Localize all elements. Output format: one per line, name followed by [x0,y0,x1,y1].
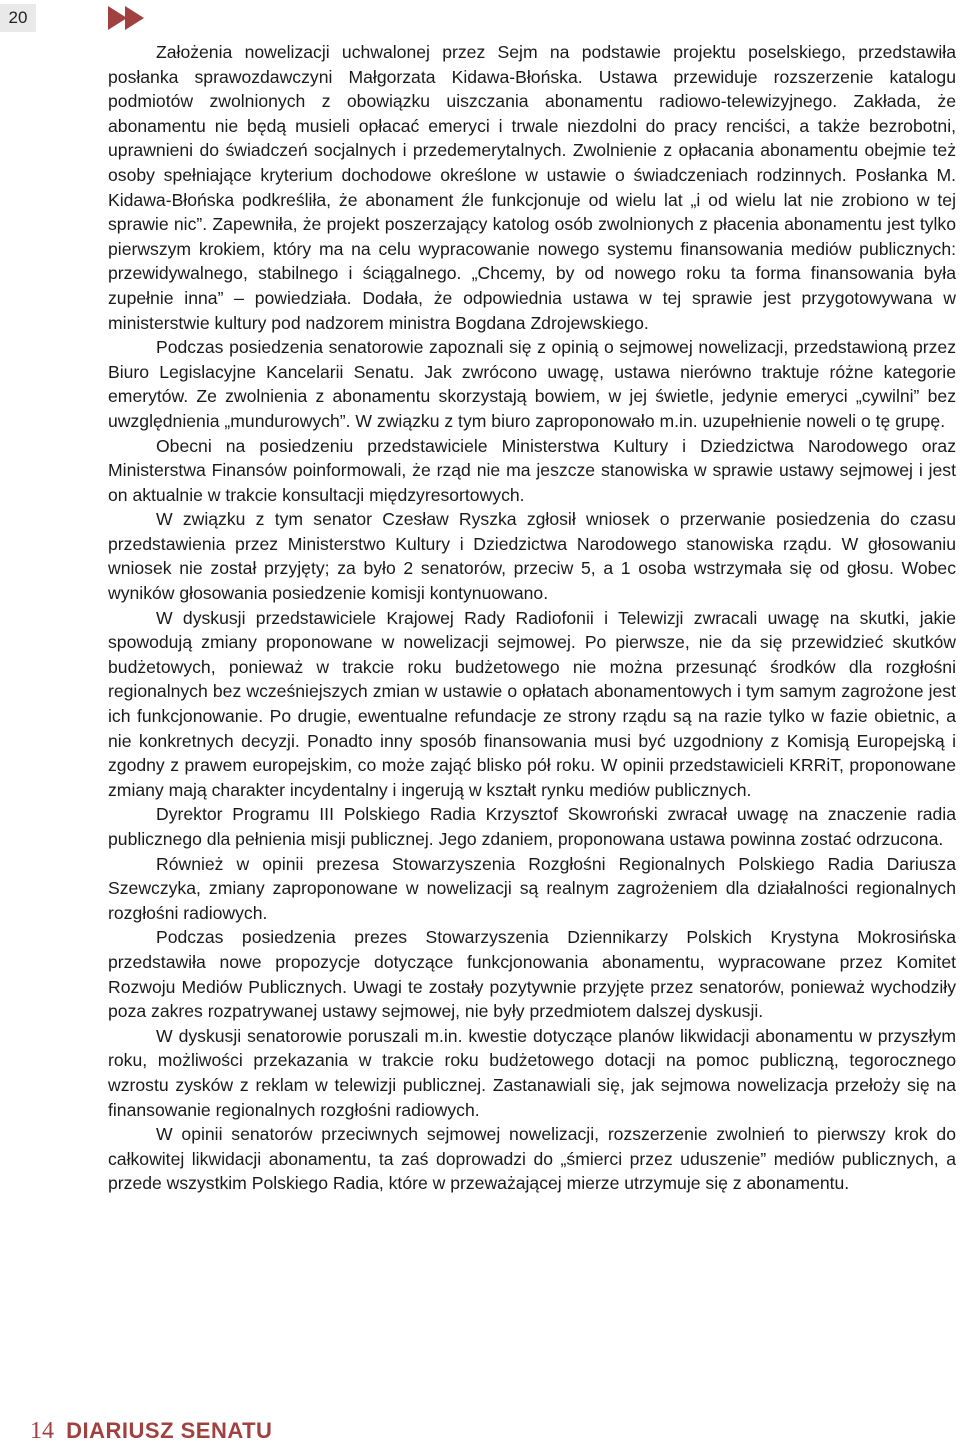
publication-title: DIARIUSZ SENATU [66,1418,273,1443]
paragraph: Podczas posiedzenia senatorowie zapoznali się z opinią o sejmowej nowelizacji, przedstawioną przez Biuro Legislacyjne Kancelarii Senatu. Jak zwrócono uwagę, ustawa nierówno traktuje różne kategorie emerytów. Ze zwolnienia z abonamentu skorzystają bowiem, w jej świetle, jedynie emeryci „cywilni” bez uwzględnienia „mundurowych”. W związku z tym biuro zaproponowało m.in. uzupełnienie noweli o tę grupę. [108,337,956,431]
paragraph: W dyskusji senatorowie poruszali m.in. kwestie dotyczące planów likwidacji abonamentu w przyszłym roku, możliwości przekazania w trakcie roku budżetowego dotacji na pomoc publiczną, tegorocznego wzrostu zysków z reklam w telewizji publicznej. Zastanawiali się, jak sejmowa nowelizacja przełoży się na finansowanie regionalnych rozgłośni radiowych. [108,1025,956,1120]
paragraph: Założenia nowelizacji uchwalonej przez Sejm na podstawie projektu poselskiego, przedstawiła posłanka sprawozdawczyni Małgorzata Kidawa-Błońska. Ustawa przewiduje rozszerzenie katalogu podmiotów zwolnionych z obowiązku uiszczania abonamentu radiowo-telewizyjnego. Zakłada, że abonamentu nie będą musieli opłacać emeryci i trwale niezdolni do pracy renciści, a także bezrobotni, uprawnieni do świadczeń socjalnych i przedemerytalnych. Zwolnienie z opłacania abonamentu obejmie też osoby spełniające kryterium dochodowe określone w ustawie o świadczeniach rodzinnych. Posłanka M. Kidawa-Błońska podkreśliła, że abonament źle funkcjonuje od wielu lat „i od wielu lat nie zrobiono w tej sprawie nic”. Zapewniła, że projekt poszerzający katolog osób zwolnionych z płacenia abonamentu jest tylko pierwszym krokiem, który ma na celu wypracowanie nowego systemu finansowania mediów publicznych: przewidywalnego, stabilnego i ściągalnego. „Chcemy, by od nowego roku ta forma finansowania była zupełnie inna” – powiedziała. Dodała, że odpowiednia ustawa w tej sprawie jest przygotowywana w ministerstwie kultury pod nadzorem ministra Bogdana Zdrojewskiego. [108,42,956,333]
issue-number: 14 [30,1418,54,1444]
paragraph: Podczas posiedzenia prezes Stowarzyszenia Dziennikarzy Polskich Krystyna Mokrosińska przedstawiła nowe propozycje dotyczące funkcjonowania abonamentu, wypracowane przez Komitet Rozwoju Mediów Publicznych. Uwagi te zostały pozytywnie przyjęte przez senatorów, ponieważ wychodziły poza zakres rozpatrywanej ustawy sejmowej, nie były przedmiotem dalszej dyskusji. [108,927,956,1022]
paragraph: Również w opinii prezesa Stowarzyszenia Rozgłośni Regionalnych Polskiego Radia Dariusza Szewczyka, zmiany zaproponowane w nowelizacji są realnym zagrożeniem dla działalności regionalnych rozgłośni radiowych. [108,853,956,923]
paragraph: W opinii senatorów przeciwnych sejmowej nowelizacji, rozszerzenie zwolnień to pierwszy krok do całkowitej likwidacji abonamentu, ta zaś doprowadzi do „śmierci przez uduszenie” mediów publicznych, a przede wszystkim Polskiego Radia, które w przeważającej mierze utrzymuje się z abonamentu. [108,1124,956,1194]
page-number: 20 [0,4,36,32]
paragraph: Dyrektor Programu III Polskiego Radia Krzysztof Skowroński zwracał uwagę na znaczenie radia publicznego dla pełnienia misji publicznej. Jego zdaniem, proponowana ustawa powinna zostać odrzucona. [108,804,956,849]
paragraph: W związku z tym senator Czesław Ryszka zgłosił wniosek o przerwanie posiedzenia do czasu przedstawienia przez Ministerstwo Kultury i Dziedzictwa Narodowego stanowiska rządu. W głosowaniu wniosek nie został przyjęty; za było 2 senatorów, przeciw 5, a 1 osoba wstrzymała się od głosu. Wobec wyników głosowania posiedzenie komisji kontynuowano. [108,509,956,604]
paragraph: Obecni na posiedzeniu przedstawiciele Ministerstwa Kultury i Dziedzictwa Narodowego oraz Ministerstwa Finansów poinformowali, że rząd nie ma jeszcze stanowiska w sprawie ustawy sejmowej i jest on aktualnie w trakcie konsultacji międzyresortowych. [108,435,956,505]
double-arrow-icon [108,6,146,30]
article-body [108,40,956,1196]
page-footer [30,1418,272,1448]
paragraph: W dyskusji przedstawiciele Krajowej Rady Radiofonii i Telewizji zwracali uwagę na skutki, jakie spowodują zmiany proponowane w nowelizacji sejmowej. Po pierwsze, nie da się przewidzieć skutków budżetowych, ponieważ w trakcie roku budżetowego nie można przesunąć środków dla rozgłośni regionalnych bez wcześniejszych zmian w ustawie o opłatach abonamentowych i tym samym zagrożone jest ich funkcjonowanie. Po drugie, ewentualne refundacje ze strony rządu są na razie tylko w fazie obietnic, a nie konkretnych decyzji. Ponadto inny sposób finansowania musi być uzgodniony z Komisją Europejską i zgodny z prawem europejskim, co może zająć blisko pół roku. W opinii przedstawicieli KRRiT, proponowane zmiany mają charakter incydentalny i ingerują w kształt rynku mediów publicznych. [108,607,956,800]
